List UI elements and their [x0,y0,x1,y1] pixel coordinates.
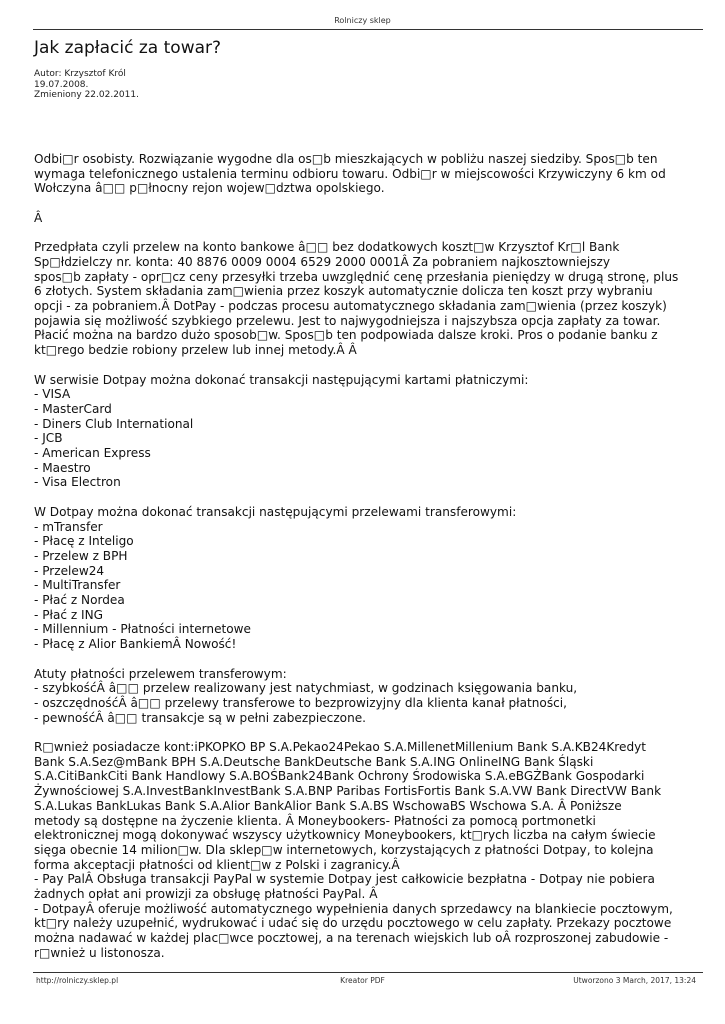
paragraph [34,667,696,726]
paragraph [34,240,696,358]
text-line: Sp□łdzielczy nr. konta: 40 8876 0009 0004 6529 2000 0001Â Za pobraniem najkosztowniejszy [34,254,611,269]
text-line: - Przelew24 [34,563,105,578]
paragraph [34,152,696,196]
text-line: 6 złotych. System składania zam□wienia przez koszyk automatycznie dolicza ten koszt przy wybraniu [34,284,653,299]
text-line: - Pay PalÂ Obsługa transakcji PayPal w systemie Dotpay jest całkowicie bezpłatna - Dotpay nie pobiera [34,872,655,887]
text-line: - Maestro [34,460,91,475]
text-line: - VISA [34,387,71,402]
text-line: Â [34,210,43,225]
text-line: Odbi□r osobisty. Rozwiązanie wygodne dla os□b mieszkających w pobliżu naszej siedziby. Spos□b ten [34,152,658,166]
text-line: Żywnościowej S.A.InvestBankInvestBank S.A.BNP Paribas FortisFortis Bank S.A.VW Bank DirectVW Bank [34,784,662,799]
text-line: r□wnież u listonosza. [34,945,165,960]
page-title: Jak zapłacić za towar? [34,38,222,58]
text-line: pojawia się możliwość szybkiego przelewu. Jest to najwygodniejsza i najszybsza opcja zapłaty za towar. [34,313,661,328]
footer-generator: Kreator PDF [340,976,385,985]
text-line: - Millennium - Płatności internetowe [34,622,251,637]
text-line: W Dotpay można dokonać transakcji następującymi przelewami transferowymi: [34,504,517,519]
text-line: - szybkośćÂ â□□ przelew realizowany jest natychmiast, w godzinach księgowania banku, [34,681,578,696]
text-line: - Płać z Nordea [34,593,125,608]
created-date: 19.07.2008. [34,79,89,90]
paragraph [34,505,696,652]
text-line: - Płać z ING [34,607,104,622]
text-line: - Przelew z BPH [34,548,128,563]
text-line: Bank S.A.Sez@mBank BPH S.A.Deutsche BankDeutsche Bank S.A.ING OnlineING Bank Śląski [34,754,594,769]
text-line: R□wnież posiadacze kont:iPKOPKO BP S.A.Pekao24Pekao S.A.MillenetMillenium Bank S.A.KB24Kredyt [34,740,647,755]
footer-created-date: Utworzono 3 March, 2017, 13:24 [573,976,696,985]
article-body [34,152,696,975]
text-line: S.A.CitiBankCiti Bank Handlowy S.A.BOŚBank24Bank Ochrony Środowiska S.A.eBGŻBank Gospodarki [34,769,645,784]
text-line: - Visa Electron [34,475,121,490]
text-line: - MultiTransfer [34,578,121,593]
text-line: spos□b zapłaty - opr□cz ceny przesyłki trzeba uwzględnić cenę przesłania pieniędzy w drugą stronę, plus [34,269,679,284]
text-line: można nadawać w każdej plac□wce pocztowej, a na terenach wiejskich lub oÂ rozproszonej zabudowie - [34,931,669,946]
text-line: - American Express [34,446,151,461]
text-line: wymaga telefonicznego ustalenia terminu odbioru towaru. Odbi□r w miejscowości Krzywiczyny 6 km od [34,166,666,181]
header-site-title: Rolniczy sklep [334,16,391,25]
text-line: żadnych opłat ani prowizji za obsługę płatności PayPal. Â [34,887,378,902]
text-line: forma akceptacji płatności od klient□w z Polski i zagranicy.Â [34,857,400,872]
text-line: Przedpłata czyli przelew na konto bankowe â□□ bez dodatkowych koszt□w Krzysztof Kr□l Bank [34,240,620,255]
text-line: - JCB [34,431,63,446]
author-line: Autor: Krzysztof Król [34,69,126,79]
header-rule [33,29,703,30]
text-line: kt□rego bedzie robiony przelew lub innej metody.Â Â [34,343,357,358]
footer-url[interactable]: http://rolniczy.sklep.pl [36,976,119,985]
paragraph [34,373,696,491]
text-line: opcji - za pobraniem.Â DotPay - podczas procesu automatycznego składania zam□wienia (przez koszyk) [34,299,667,313]
text-line: Wołczyna â□□ p□łnocny rejon wojew□dztwa opolskiego. [34,181,385,196]
text-line: - DotpayÂ oferuje możliwość automatycznego wypełnienia danych sprzedawcy na blankiecie pocztowym, [34,901,673,916]
text-line: kt□ry należy uzupełnić, wydrukować i udać się do urzędu pocztowego w celu zapłaty. Przekazy pocztowe [34,916,672,931]
modified-date: Zmieniony 22.02.2011. [34,90,139,100]
text-line: - pewnośćÂ â□□ transakcje są w pełni zabezpieczone. [34,710,367,725]
text-line: - oszczędnośćÂ â□□ przelewy transferowe to bezprowizyjny dla klienta kanał płatności, [34,695,567,710]
text-line: - Płacę z Inteligo [34,534,134,549]
text-line: elektronicznej mogą dokonywać wszyscy użytkownicy Moneybookers, kt□rych liczba na całym świecie [34,828,656,843]
text-line: - Diners Club International [34,416,194,431]
text-line: metody są dostępne na życzenie klienta. Â Moneybookers- Płatności za pomocą portmonetki [34,813,596,828]
paragraph [34,211,696,226]
text-line: - Płacę z Alior BankiemÂ Nowość! [34,637,237,652]
text-line: S.A.Lukas BankLukas Bank S.A.Alior BankAlior Bank S.A.BS WschowaBS Wschowa S.A. Â Poniższe [34,798,622,813]
footer-rule [33,972,703,973]
text-line: - mTransfer [34,519,103,534]
text-line: sięga obecnie 14 milion□w. Dla sklep□w internetowych, korzystających z płatności Dotpay, to kolejna [34,842,654,857]
article-meta [34,69,139,101]
text-line: Płacić można na bardzo dużo sposob□w. Spos□b ten podpowiada dalsze kroki. Pros o podanie banku z [34,328,658,343]
text-line: W serwisie Dotpay można dokonać transakcji następującymi kartami płatniczymi: [34,372,529,387]
paragraph [34,740,696,961]
text-line: - MasterCard [34,401,112,416]
text-line: Atuty płatności przelewem transferowym: [34,666,287,681]
